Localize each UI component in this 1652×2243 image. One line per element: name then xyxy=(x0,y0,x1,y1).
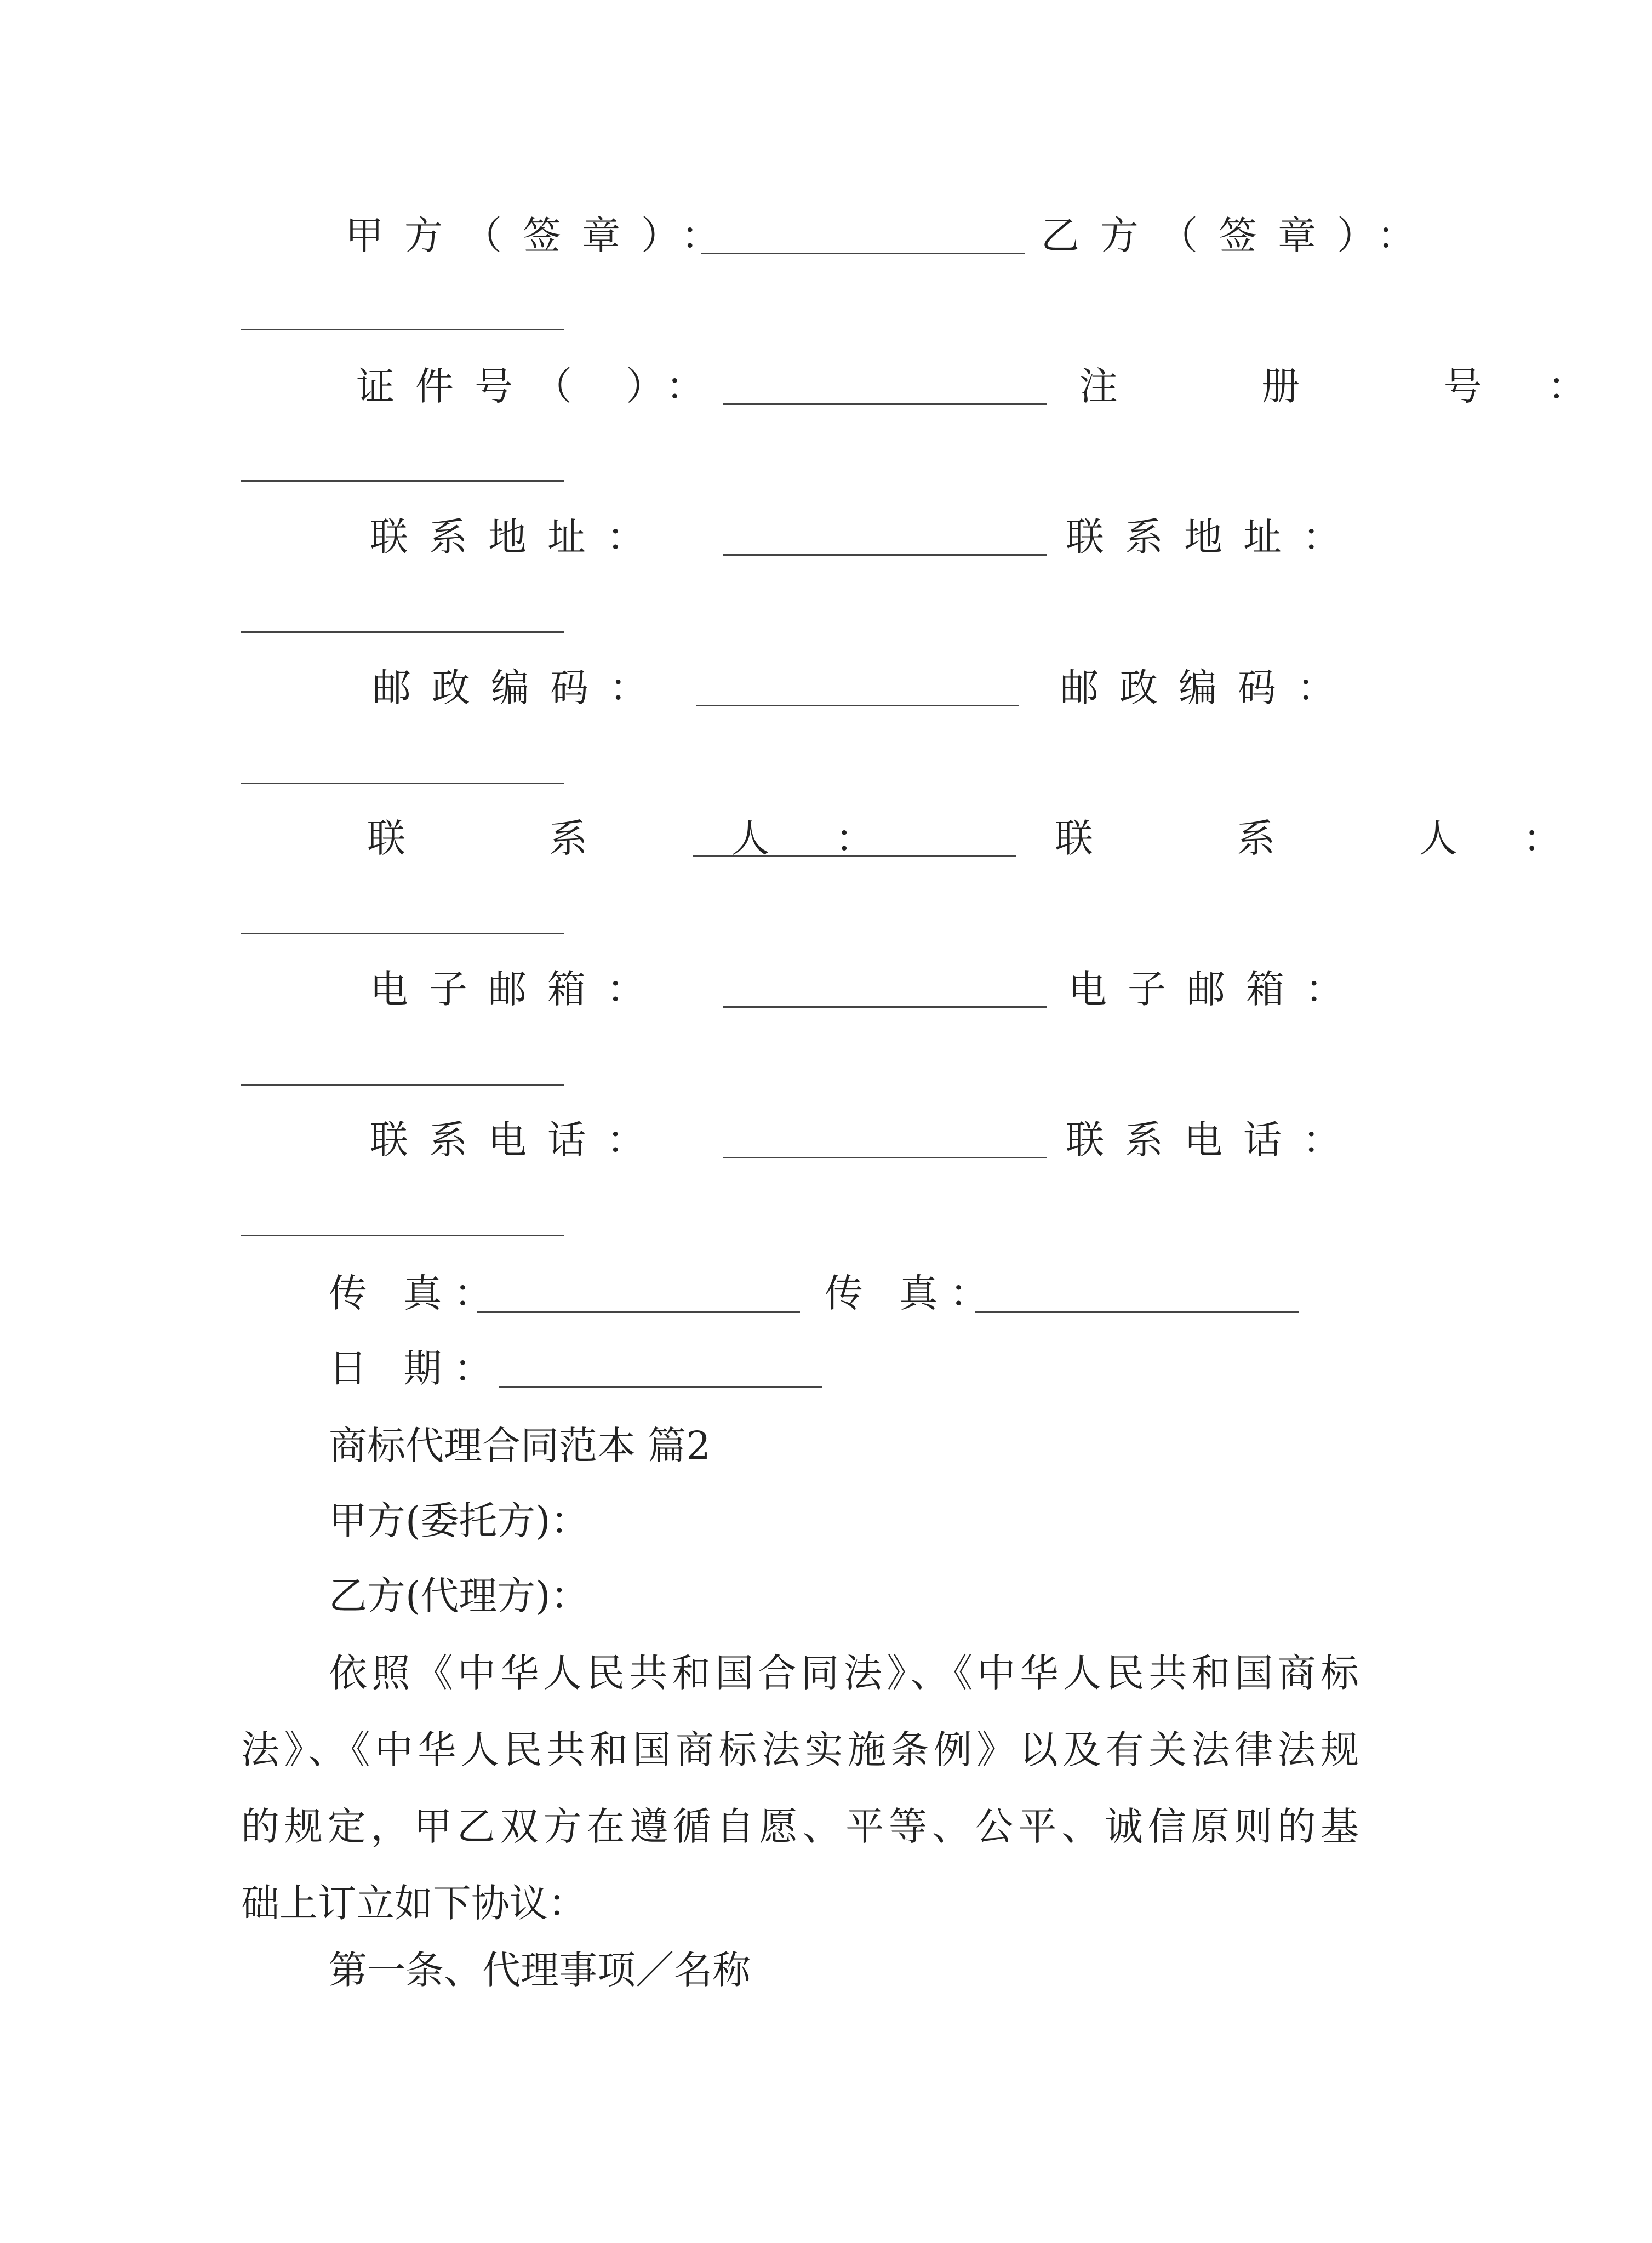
party-b-email-label: 电子邮箱： xyxy=(1068,967,1364,1012)
signature-row-4 xyxy=(329,665,1356,723)
intro-line-1: 依照《中华人民共和国合同法》、《中华人民共和国商标 xyxy=(329,1651,1359,1696)
date-row xyxy=(329,1346,822,1404)
party-a-id-label: 证件号（ ）： xyxy=(356,364,725,409)
fax-row xyxy=(329,1271,1331,1329)
party-a-sign-label: 甲方（签章）： xyxy=(345,213,740,258)
party-b-postcode-blank[interactable] xyxy=(241,783,564,784)
party-a-sign-blank[interactable] xyxy=(701,253,1025,254)
party-b-contact-blank[interactable] xyxy=(241,933,564,934)
party-a-id-blank[interactable] xyxy=(723,403,1047,405)
article-1-heading: 第一条、代理事项／名称 xyxy=(329,1948,751,1993)
party-b-contact-label: 联 系 人： xyxy=(1055,816,1627,861)
party-b-fax-label: 传 真： xyxy=(825,1271,1001,1316)
intro-line-4: 础上订立如下协议： xyxy=(241,1881,586,1926)
party-a-postcode-blank[interactable] xyxy=(696,705,1019,706)
intro-paragraph xyxy=(241,1635,1359,1964)
party-b-address-label: 联系地址： xyxy=(1066,515,1362,560)
intro-line-3: 的规定，甲乙双方在遵循自愿、平等、公平、诚信原则的基 xyxy=(241,1804,1359,1849)
section-heading: 商标代理合同范本 篇2 xyxy=(329,1423,711,1468)
party-b-reg-label: 注 册 号： xyxy=(1079,364,1652,409)
signature-row-3 xyxy=(329,515,1362,573)
signature-row-1 xyxy=(329,213,1436,271)
party-a-contact-blank[interactable] xyxy=(693,855,1016,857)
intro-line-2: 法》、《中华人民共和国商标法实施条例》以及有关法律法规 xyxy=(241,1727,1359,1772)
signature-row-5 xyxy=(329,816,1627,874)
party-a-line: 甲方(委托方)： xyxy=(329,1498,589,1543)
party-b-reg-blank[interactable] xyxy=(241,480,564,482)
party-b-address-blank[interactable] xyxy=(241,631,564,633)
party-b-email-blank[interactable] xyxy=(241,1084,564,1086)
party-a-email-label: 电子邮箱： xyxy=(370,967,666,1012)
party-a-fax-label: 传 真： xyxy=(329,1271,505,1316)
party-b-phone-blank[interactable] xyxy=(241,1235,564,1236)
party-b-phone-label: 联系电话： xyxy=(1066,1117,1362,1162)
party-b-postcode-label: 邮政编码： xyxy=(1060,665,1356,710)
date-label: 日 期： xyxy=(329,1346,505,1391)
date-blank[interactable] xyxy=(499,1386,822,1388)
party-a-postcode-label: 邮政编码： xyxy=(373,665,668,710)
party-a-contact-label: 联 系 人： xyxy=(367,816,940,861)
party-b-line: 乙方(代理方)： xyxy=(329,1573,589,1618)
party-b-sign-blank[interactable] xyxy=(241,329,564,330)
party-a-address-blank[interactable] xyxy=(723,554,1047,556)
signature-row-2 xyxy=(329,364,1652,422)
party-b-fax-blank[interactable] xyxy=(975,1311,1299,1313)
party-a-email-blank[interactable] xyxy=(723,1006,1047,1008)
party-a-phone-blank[interactable] xyxy=(723,1157,1047,1158)
signature-row-7 xyxy=(329,1117,1362,1175)
signature-row-6 xyxy=(329,967,1364,1025)
party-a-address-label: 联系地址： xyxy=(370,515,666,560)
party-a-fax-blank[interactable] xyxy=(477,1311,800,1313)
party-a-phone-label: 联系电话： xyxy=(370,1117,666,1162)
party-b-sign-label: 乙方（签章）： xyxy=(1041,213,1436,258)
